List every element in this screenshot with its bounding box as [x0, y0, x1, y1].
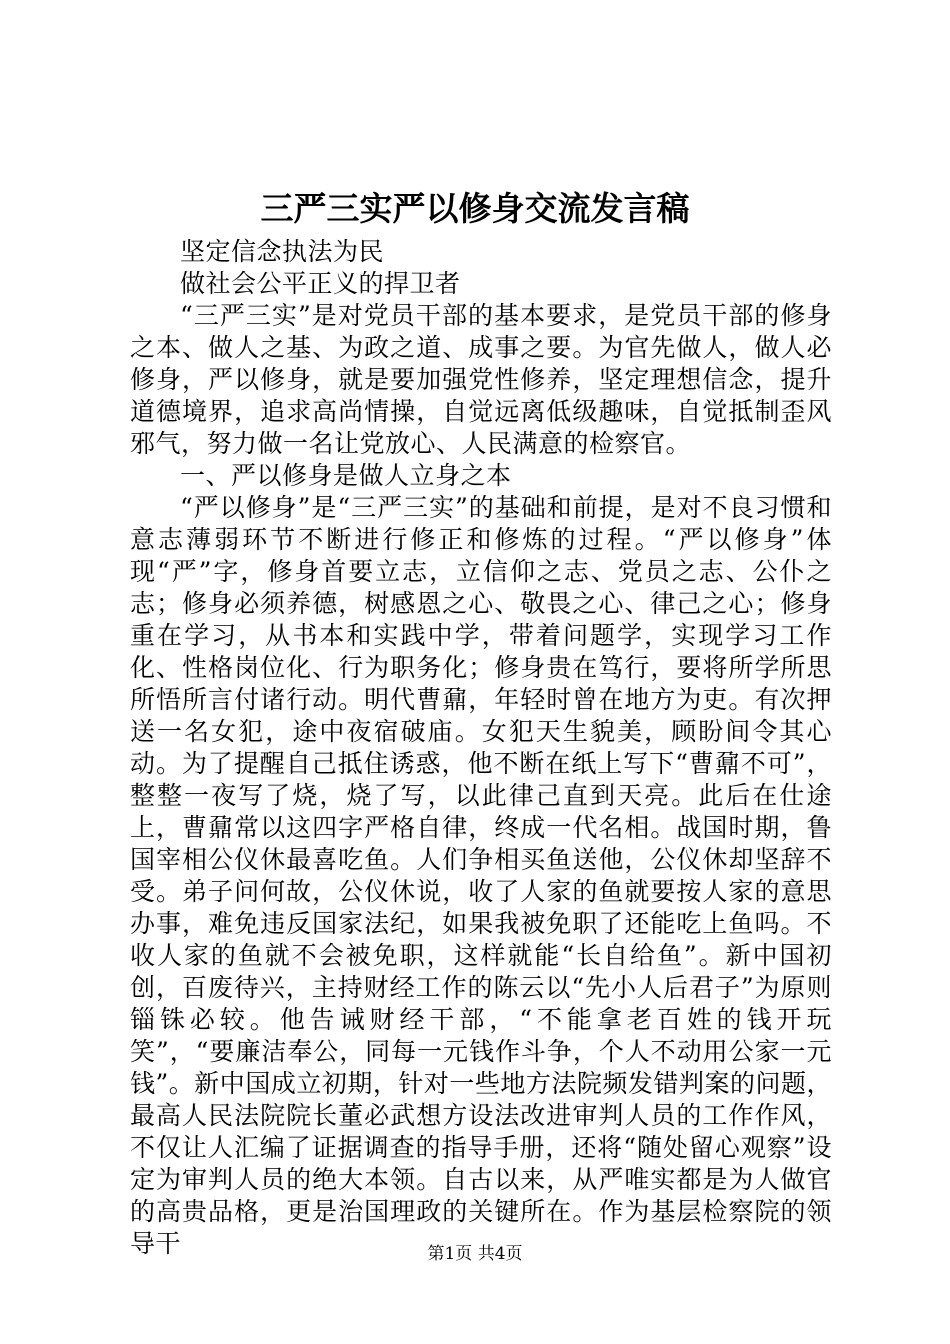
intro-paragraph: “三严三实”是对党员干部的基本要求，是党员干部的修身之本、做人之基、为政之道、成事之要。为官先做人，做人必修身，严以修身，就是要加强党性修养，坚定理想信念，提升道德境界，追求高尚情操，自觉远离低级趣味，自觉抵制歪风邪气，努力做一名让党放心、人民满意的检察官。 — [130, 301, 832, 458]
document-title: 三严三实严以修身交流发言稿 — [260, 189, 690, 228]
document-body — [130, 236, 832, 1260]
subtitle-line-2: 做社会公平正义的捍卫者 — [180, 269, 461, 298]
subtitle-line-1: 坚定信念执法为民 — [180, 237, 385, 266]
section-heading: 一、严以修身是做人立身之本 — [180, 461, 512, 490]
body-paragraph: “严以修身”是“三严三实”的基础和前提，是对不良习惯和意志薄弱环节不断进行修正和修炼的过程。“严以修身”体现“严”字，修身首要立志，立信仰之志、党员之志、公仆之志；修身必须养德，树感恩之心、敬畏之心、律己之心；修身重在学习，从书本和实践中学，带着问题学，实现学习工作化、性格岗位化、行为职务化；修身贵在笃行，要将所学所思所悟所言付诸行动。明代曹鼐，年轻时曾在地方为吏。有次押送一名女犯，途中夜宿破庙。女犯天生貌美，顾盼间令其心动。为了提醒自己抵住诱惑，他不断在纸上写下“曹鼐不可”，整整一夜写了烧，烧了写，以此律己直到天亮。此后在仕途上，曹鼐常以这四字严格自律，终成一代名相。战国时期，鲁国宰相公仪休最喜吃鱼。人们争相买鱼送他，公仪休却坚辞不受。弟子问何故，公仪休说，收了人家的鱼就要按人家的意思办事，难免违反国家法纪，如果我被免职了还能吃上鱼吗。不收人家的鱼就不会被免职，这样就能“长自给鱼”。新中国初创，百废待兴，主持财经工作的陈云以“先小人后君子”为原则锱铢必较。他告诫财经干部，“不能拿老百姓的钱开玩笑”，“要廉洁奉公，同每一元钱作斗争，个人不动用公家一元钱”。新中国成立初期，针对一些地方法院频发错判案的问题，最高人民法院院长董必武想方设法改进审判人员的工作作风，不仅让人汇编了证据调查的指导手册，还将“随处留心观察”设定为审判人员的绝大本领。自古以来，从严唯实都是为人做官的高贵品格，更是治国理政的关键所在。作为基层检察院的领导干 — [130, 493, 832, 1258]
page-number: 第1页 共4页 — [427, 1244, 523, 1264]
